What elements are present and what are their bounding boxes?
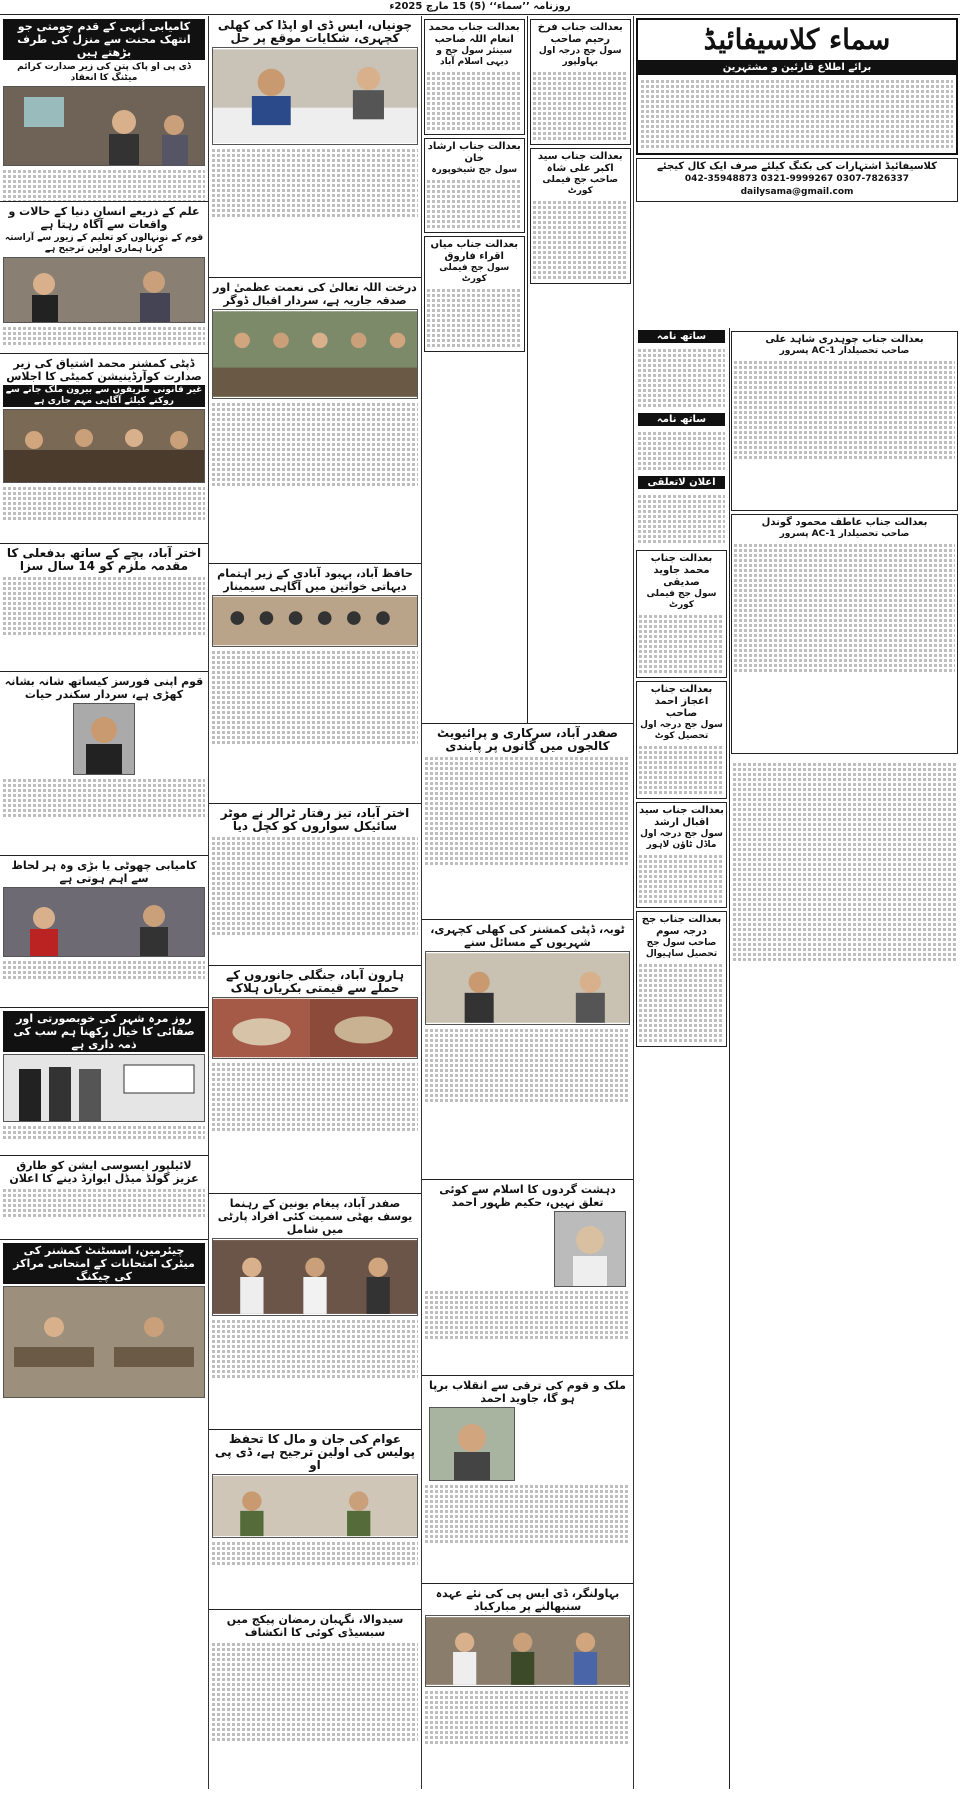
- notice-title: بعدالت جناب میاں اقراء فاروق: [430, 239, 519, 262]
- contact-phones[interactable]: 042-35948873 0321-9999267 0307-7826337: [684, 174, 910, 184]
- news-photo: [3, 1054, 205, 1122]
- news-story: [0, 672, 208, 856]
- notice-subtitle: صاحب سول جج تحصیل ساہیوال: [645, 938, 718, 959]
- headline: چونیاں، ایس ڈی او اپڈا کی کھلی کچہری، شکایات موقع پر حل: [217, 18, 413, 45]
- section-label: ساتھ نامہ: [638, 413, 725, 426]
- court-notice: [636, 802, 727, 908]
- news-story: [209, 278, 421, 564]
- headline: دہشت گردوں کا اسلام سے کوئی تعلق نہیں، حکیم ظہور احمد: [439, 1183, 616, 1209]
- notice-title: بعدالت جناب محمد انعام اللہ صاحب: [428, 22, 520, 45]
- contact-title: کلاسیفائیڈ اشتہارات کی بکنگ کیلئے صرف ایک کال کیجئے: [657, 161, 937, 172]
- notice-title: بعدالت جناب عاطف محمود گوندل: [761, 517, 928, 528]
- news-photo: [425, 1615, 630, 1687]
- notice-title: بعدالت جناب سید اقبال ارشد: [639, 805, 724, 828]
- notice-subtitle: سول جج درجہ اول تحصیل کوٹ: [640, 720, 723, 741]
- notice-subtitle: سینئر سول جج و دیہی اسلام آباد: [436, 46, 513, 67]
- headline: قوم اپنی فورسز کیساتھ شانہ بشانہ کھڑی ہے، سردار سکندر حیات: [4, 675, 204, 701]
- news-story: [209, 1430, 421, 1610]
- news-photo: [554, 1211, 626, 1287]
- news-story: [209, 966, 421, 1194]
- news-photo: [425, 951, 630, 1025]
- news-photo: [73, 703, 135, 775]
- court-notice: [636, 550, 727, 678]
- news-story: [0, 354, 208, 544]
- news-story: [209, 1610, 421, 1789]
- news-story: [0, 16, 208, 202]
- notice-title: بعدالت جناب محمد جاوید صدیقی: [650, 553, 713, 588]
- notice-title: بعدالت جناب اعجاز احمد صاحب: [650, 684, 713, 719]
- court-notice: [731, 514, 958, 754]
- headline: حافظ آباد، بہبود آبادی کے زیر اہتمام دیہاتی خواتین میں آگاہی سیمینار: [217, 567, 413, 593]
- news-photo: [3, 86, 205, 166]
- news-story: [209, 564, 421, 804]
- court-notice: [636, 681, 727, 799]
- masthead-date: روزنامہ ’’سماء‘‘ (5) 15 مارچ 2025ء: [0, 0, 960, 15]
- court-notice: [636, 911, 727, 1047]
- headline: کامیابی اُنہی کے قدم چومتی جو انتھک محنت سے منزل کی طرف بڑھتے ہیں: [3, 19, 205, 60]
- headline: علم کے ذریعے انسان دنیا کے حالات و واقعات سے آگاہ رہتا ہے: [8, 205, 200, 231]
- headline: صفدر آباد، سرکاری و پرائیویٹ کالجوں میں گانوں پر پابندی: [437, 726, 618, 753]
- subheadline: ڈی پی او پاک پتن کی زیر صدارت کرائم میٹنگ کا انعقاد: [17, 62, 191, 83]
- notice-title: بعدالت جناب ارشاد خان: [427, 141, 521, 164]
- news-photo: [212, 1474, 418, 1538]
- court-notice: [530, 19, 632, 145]
- news-story: [422, 724, 633, 920]
- headline: سیدوالا، نگہبان رمضان پیکج میں سبسیڈی کوئی کا انکشاف: [226, 1613, 404, 1639]
- notice-subtitle: سول جج فیملی کورٹ: [646, 589, 717, 610]
- news-story: [209, 804, 421, 966]
- news-story: [422, 920, 633, 1180]
- news-story: [0, 1240, 208, 1420]
- classified-subtitle: برائے اطلاع قارئین و مشتہرین: [638, 60, 956, 75]
- headline: عوام کی جان و مال کا تحفظ پولیس کی اولین ترجیح ہے، ڈی پی او: [214, 1432, 416, 1472]
- news-photo: [3, 409, 205, 483]
- notice-subtitle: صاحب تحصیلدار AC-1 پسرور: [779, 529, 910, 539]
- headline: ہارون آباد، جنگلی جانوروں کے حملے سے قیمتی بکریاں ہلاک: [225, 968, 405, 995]
- news-photo: [212, 47, 418, 145]
- headline: اختر آباد، بچے کے ساتھ بدفعلی کا مقدمہ ملزم کو 14 سال سزا: [6, 546, 202, 573]
- court-notices-block: [422, 16, 633, 724]
- notice-subtitle: سول جج درجہ اول ماڈل ٹاؤن لاہور: [640, 829, 723, 850]
- classified-logo: سماء کلاسیفائیڈ: [703, 23, 891, 56]
- news-story: [0, 856, 208, 1008]
- news-story: [0, 202, 208, 354]
- column-classified: [633, 16, 960, 1789]
- section-label: اعلان لاتعلقی: [638, 476, 725, 489]
- news-story: [0, 544, 208, 672]
- notice-subtitle: سول جج درجہ اول بہاولپور: [538, 46, 622, 67]
- court-notice: [424, 138, 525, 233]
- news-story: [209, 16, 421, 278]
- headline: لائیلپور ایسوسی ایشن کو طارق عزیز گولڈ میڈل ایوارڈ دینے کا اعلان: [9, 1159, 199, 1185]
- headline: ٹوبہ، ڈپٹی کمشنر کی کھلی کچہری، شہریوں کے مسائل سنے: [430, 923, 625, 949]
- news-story: [422, 1584, 633, 1784]
- subheadline: قوم کے نونہالوں کو تعلیم کے زیور سے آراستہ کرنا ہماری اولین ترجیح ہے: [4, 233, 204, 254]
- news-photo: [3, 1286, 205, 1398]
- news-photo: [212, 997, 418, 1059]
- column-news-center: [208, 16, 421, 1789]
- court-notice: [731, 331, 958, 511]
- news-photo: [212, 595, 418, 647]
- headline: بہاولنگر، ڈی ایس پی کی نئے عہدہ سنبھالنے پر مبارکباد: [435, 1587, 620, 1613]
- news-photo: [429, 1407, 515, 1481]
- news-photo: [3, 257, 205, 323]
- news-photo: [212, 1238, 418, 1316]
- news-story: [0, 1008, 208, 1156]
- headline: صفدر آباد، پیغام یونین کے رہنما یوسف بھٹی سمیت کئی افراد پارٹی میں شامل: [217, 1197, 413, 1236]
- notice-subtitle: سول جج شیخوپورہ: [431, 165, 518, 175]
- news-story: [422, 1376, 633, 1584]
- headline: ملک و قوم کی ترقی سے انقلاب برپا ہو گا، جاوید احمد: [429, 1379, 626, 1405]
- headline: کامیابی چھوٹی یا بڑی وہ ہر لحاظ سے اہم ہوتی ہے: [11, 859, 197, 885]
- notice-title: بعدالت جناب سید اکبر علی شاہ: [537, 151, 623, 174]
- notice-subtitle: سول جج فیملی کورٹ: [439, 263, 510, 284]
- news-photo: [212, 309, 418, 399]
- headline: درخت اللہ تعالیٰ کی نعمت عظمیٰ اور صدقہ جاریہ ہے، سردار اقبال ڈوگر: [213, 281, 417, 307]
- news-story: [209, 1194, 421, 1430]
- notice-subtitle: صاحب تحصیلدار AC-1 پسرور: [779, 346, 910, 356]
- notice-title: بعدالت جناب جج درجہ سوم: [641, 914, 722, 937]
- section-label: ساتھ نامہ: [638, 330, 725, 343]
- subheadline: غیر قانونی طریقوں سے بیرون ملک جانے سے روکنے کیلئے آگاہی مہم جاری ہے: [3, 385, 205, 407]
- classified-contact: [636, 158, 958, 202]
- headline: روز مرہ شہر کی خوبصورتی اور صفائی کا خیال رکھنا ہم سب کی ذمہ داری ہے: [3, 1011, 205, 1052]
- classified-header: [636, 18, 958, 155]
- news-story: [422, 1180, 633, 1376]
- notice-title: بعدالت جناب چوہدری شاہد علی: [765, 334, 924, 345]
- headline: چیئرمین، اسسٹنٹ کمشنر کی میٹرک امتحانات کے امتحانی مراکز کی چیکنگ: [3, 1243, 205, 1284]
- court-notice: [530, 148, 632, 284]
- contact-email[interactable]: dailysama@gmail.com: [740, 187, 854, 197]
- court-notice: [424, 19, 525, 135]
- column-news-right: [421, 16, 633, 1789]
- news-photo: [3, 887, 205, 957]
- headline: ڈپٹی کمشنر محمد اشتیاق کی زیر صدارت کوآرڈینیشن کمیٹی کا اجلاس: [6, 357, 202, 383]
- headline: اختر آباد، تیز رفتار ٹرالر نے موٹر سائیکل سواروں کو کچل دیا: [220, 806, 410, 833]
- court-notice: [424, 236, 525, 352]
- column-news-left: [0, 16, 208, 1789]
- notice-subtitle: صاحب جج فیملی کورٹ: [542, 175, 619, 196]
- notice-title: بعدالت جناب فرخ رحیم صاحب: [537, 22, 623, 45]
- news-story: [0, 1156, 208, 1240]
